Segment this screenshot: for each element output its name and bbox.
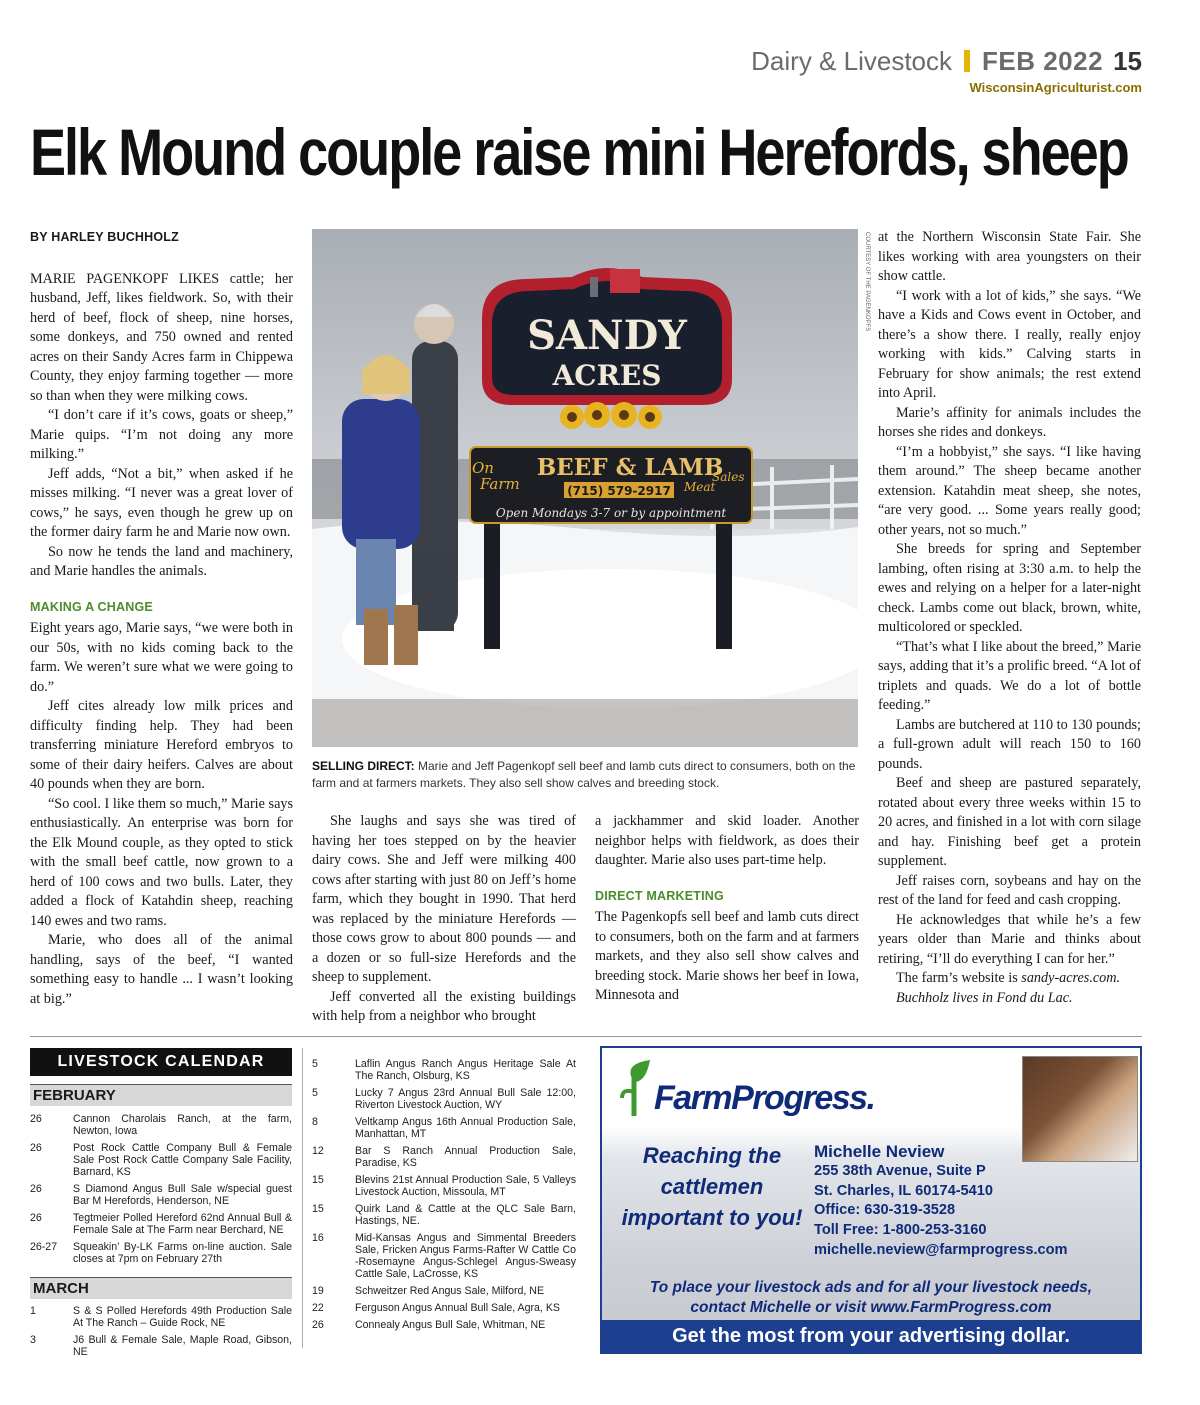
calendar-entry-date: 26 xyxy=(30,1212,42,1224)
calendar-entry-date: 26-27 xyxy=(30,1241,58,1253)
article-column-1 xyxy=(30,228,293,1009)
calendar-divider xyxy=(302,1048,303,1348)
paragraph: at the Northern Wisconsin State Fair. She likes working with area youngsters on their show cattle. xyxy=(878,229,1141,284)
calendar-entry-date: 1 xyxy=(30,1305,36,1317)
caption-text: Marie and Jeff Pagenkopf sell beef and lamb cuts direct to consumers, both on the farm and at farmers markets. They also sell show calves and breeding stock. xyxy=(312,759,856,790)
calendar-entry xyxy=(312,1319,576,1331)
calendar-entry xyxy=(312,1174,576,1198)
sign-text-bottom: ACRES xyxy=(552,359,662,392)
header-divider xyxy=(964,50,970,72)
calendar-entry-text: Post Rock Cattle Company Bull & Female Sale Post Rock Cattle Company Sale Facility, Barnard, KS xyxy=(73,1142,292,1178)
ad-logo xyxy=(620,1058,875,1118)
calendar-entry-text: Ferguson Angus Annual Bull Sale, Agra, KS xyxy=(355,1302,560,1314)
paragraph: “I don’t care if it’s cows, goats or sheep,” Marie quips. “I’m not doing any more milking.” xyxy=(30,407,293,462)
calendar-month-february: FEBRUARY xyxy=(30,1084,292,1106)
contact-address-1: 255 38th Avenue, Suite P xyxy=(814,1162,986,1179)
paragraph: “I work with a lot of kids,” she says. “We have a Kids and Cows event in October, and there’s a show there. I really, really enjoy working with kids.” Calving starts in February for show animals; the rest extend into April. xyxy=(878,287,1141,401)
calendar-list-march-continued xyxy=(312,1058,576,1336)
calendar-entry xyxy=(30,1305,292,1329)
sign-on-farm: On xyxy=(472,459,494,477)
calendar-month-march: MARCH xyxy=(30,1277,292,1299)
calendar-entry xyxy=(312,1087,576,1111)
farmprogress-ad[interactable] xyxy=(600,1046,1142,1354)
site-url[interactable]: WisconsinAgriculturist.com xyxy=(969,80,1142,95)
ad-banner: Get the most from your advertising dollar. xyxy=(602,1320,1140,1352)
calendar-entry-text: Laflin Angus Ranch Angus Heritage Sale At The Ranch, Olsburg, KS xyxy=(355,1058,576,1082)
calendar-entry-date: 16 xyxy=(312,1232,324,1244)
calendar-title: LIVESTOCK CALENDAR xyxy=(30,1048,292,1076)
calendar-entry-text: S & S Polled Herefords 49th Production Sale At The Ranch – Guide Rock, NE xyxy=(73,1305,292,1329)
contact-office: Office: 630-319-3528 xyxy=(814,1202,956,1219)
paragraph: “So cool. I like them so much,” Marie says enthusiastically. An enterprise was born for the Elk Mound couple, as they opted to stick with the small beef cattle, now grown to a herd of 100 cows and two bulls. Later, they added a flock of Katahdin sheep, reaching 140 ewes and two rams. xyxy=(30,795,293,929)
calendar-list-march xyxy=(30,1305,292,1363)
calendar-entry-date: 26 xyxy=(30,1142,42,1154)
section-name: Dairy & Livestock xyxy=(751,46,952,76)
calendar-entry xyxy=(312,1145,576,1169)
section-line xyxy=(642,44,1142,78)
issue-date: FEB 2022 xyxy=(982,46,1104,76)
calendar-entry-date: 8 xyxy=(312,1116,318,1128)
ad-contact xyxy=(814,1142,1068,1261)
paragraph xyxy=(878,969,1141,989)
paragraph: a jackhammer and skid loader. Another neighbor helps with fieldwork, as does their daughter. Marie also uses part-time help. xyxy=(595,813,859,868)
ad-call-to-action: To place your livestock ads and for all your livestock needs, contact Michelle or visit www.FarmProgress.com xyxy=(649,1279,1093,1316)
article-column-3 xyxy=(595,812,859,1006)
sign-beef-lamb: BEEF & LAMB xyxy=(536,454,724,481)
leaf-icon xyxy=(620,1058,652,1118)
calendar-entry-date: 22 xyxy=(312,1302,324,1314)
sign-on-farm-2: Farm xyxy=(480,475,520,493)
calendar-entry-date: 5 xyxy=(312,1087,318,1099)
ad-tagline: Reaching the cattlemen important to you! xyxy=(621,1143,803,1230)
calendar-entry-text: Schweitzer Red Angus Sale, Milford, NE xyxy=(355,1285,545,1297)
calendar-entry-text: Bar S Ranch Annual Production Sale, Paradise, KS xyxy=(355,1145,576,1169)
sign-phone: (715) 579-2917 xyxy=(567,484,671,498)
calendar-entry-text: Connealy Angus Bull Sale, Whitman, NE xyxy=(355,1319,546,1331)
paragraph: Marie, who does all of the animal handling, says of the beef, “I wanted something easy to handle ... I wasn’t looking at big.” xyxy=(30,932,293,1007)
paragraph: He acknowledges that while he’s a few years older than Marie and thinks about retiring, “I’ll do everything I can for her.” xyxy=(878,911,1141,967)
paragraph: Lambs are butchered at 110 to 130 pounds; a full-grown adult will reach 150 to 160 pounds. xyxy=(878,716,1141,772)
calendar-entry-date: 5 xyxy=(312,1058,318,1070)
subhead: DIRECT MARKETING xyxy=(595,888,724,903)
paragraph: “I’m a hobbyist,” she says. “I like having them around.” The sheep became another extension. Katahdin meat sheep, she notes, “are very good. ... Some years really good; other years, not so much.” xyxy=(878,443,1141,538)
calendar-entry-date: 15 xyxy=(312,1203,324,1215)
calendar-entry xyxy=(312,1203,576,1227)
calendar-entry xyxy=(312,1058,576,1082)
author-note: Buchholz lives in Fond du Lac. xyxy=(896,989,1073,1006)
calendar-entry xyxy=(312,1116,576,1140)
calendar-entry-date: 12 xyxy=(312,1145,324,1157)
sign-meat: Meat xyxy=(684,480,716,494)
calendar-entry-text: Mid-Kansas Angus and Simmental Breeders Sale, Fricken Angus Farms-Rafter W Cattle Co -Rosemayne Angus-Schlegel Angus-Sweasy Cattle Sale, LaCrosse, KS xyxy=(355,1232,576,1280)
photo-illustration xyxy=(312,229,858,747)
ad-brand: FarmProgress. xyxy=(654,1079,875,1117)
subhead: MAKING A CHANGE xyxy=(30,599,153,614)
paragraph: MARIE PAGENKOPF LIKES cattle; her husband, Jeff, likes fieldwork. So, with their herd of beef, flock of sheep, nine horses, some donkeys, and 750 owned and rented acres on their Sandy Acres farm in Chippewa County, they enjoy farming together — more so than when they were milking cows. xyxy=(30,270,293,404)
calendar-entry xyxy=(30,1142,292,1178)
paragraph: The Pagenkopfs sell beef and lamb cuts direct to consumers, both on the farm and at farmers markets, and they also sell show calves and breeding stock. Marie shows her beef in Iowa, Minnesota and xyxy=(595,909,859,1003)
paragraph: Marie’s affinity for animals includes the horses she rides and donkeys. xyxy=(878,404,1141,440)
byline: BY HARLEY BUCHHOLZ xyxy=(30,230,179,244)
calendar-entry xyxy=(30,1241,292,1265)
paragraph: Eight years ago, Marie says, “we were both in our 50s, with no kids coming back to the farm. We weren’t sure what we were going to do.” xyxy=(30,620,293,695)
calendar-entry-date: 26 xyxy=(30,1113,42,1125)
calendar-entry xyxy=(312,1285,576,1297)
sign-text-top: SANDY xyxy=(527,312,687,359)
caption-lead: SELLING DIRECT: xyxy=(312,759,415,773)
paragraph: Jeff raises corn, soybeans and hay on the rest of the land for feed and cash cropping. xyxy=(878,872,1141,908)
sign-hours: Open Mondays 3-7 or by appointment xyxy=(495,506,727,520)
photo-caption xyxy=(312,758,860,792)
paragraph: Beef and sheep are pastured separately, rotated about every three weeks within 15 to 20 acres, and finished in a lot with corn silage and hay. Finishing beef get a protein supplement. xyxy=(878,775,1141,869)
calendar-entry xyxy=(30,1183,292,1207)
contact-tollfree: Toll Free: 1-800-253-3160 xyxy=(814,1222,987,1239)
calendar-entry-date: 26 xyxy=(30,1183,42,1195)
headline: Elk Mound couple raise mini Herefords, sheep xyxy=(30,115,1128,189)
article-photo xyxy=(312,229,858,747)
calendar-entry-text: S Diamond Angus Bull Sale w/special guest Bar M Herefords, Henderson, NE xyxy=(73,1183,292,1207)
calendar-entry xyxy=(30,1212,292,1236)
contact-address-2: St. Charles, IL 60174-5410 xyxy=(814,1182,994,1199)
calendar-entry-text: J6 Bull & Female Sale, Maple Road, Gibson, NE xyxy=(73,1334,292,1358)
article-column-2 xyxy=(312,812,576,1027)
calendar-entry-text: Quirk Land & Cattle at the QLC Sale Barn, Hastings, NE. xyxy=(355,1203,576,1227)
paragraph: She breeds for spring and September lambing, often rising at 3:30 a.m. to help the ewes and relying on a helper for a later-night check. Lambs come out black, brown, white, multicolored or speckled. xyxy=(878,541,1141,635)
calendar-entry-text: Tegtmeier Polled Hereford 62nd Annual Bull & Female Sale at The Farm near Berchard, NE xyxy=(73,1212,292,1236)
calendar-entry-date: 3 xyxy=(30,1334,36,1346)
calendar-entry xyxy=(312,1302,576,1314)
contact-name: Michelle Neview xyxy=(814,1142,945,1161)
calendar-entry-text: Lucky 7 Angus 23rd Annual Bull Sale 12:00, Riverton Livestock Auction, WY xyxy=(355,1087,576,1111)
calendar-entry-text: Veltkamp Angus 16th Annual Production Sale, Manhattan, MT xyxy=(355,1116,576,1140)
page-number: 15 xyxy=(1113,46,1142,76)
calendar-entry-date: 15 xyxy=(312,1174,324,1186)
paragraph: Jeff adds, “Not a bit,” when asked if he misses milking. “I never was a great lover of cows,” he says, even though he grew up on the former dairy farm he and Marie now own. xyxy=(30,465,293,540)
paragraph: Jeff converted all the existing buildings with help from a neighbor who brought xyxy=(312,988,576,1024)
calendar-entry xyxy=(30,1334,292,1358)
photo-credit: COURTESY OF THE PAGENKOPFS xyxy=(864,232,870,332)
paragraph: She laughs and says she was tired of having her toes stepped on by the heavier dairy cows. She and Jeff were milking 400 cows after starting with just 80 on Jeff’s home farm, which they bought in 1990. That herd was replaced by the miniature Herefords — those cows grow to about 800 pounds — and a dozen or so full-size Herefords and the sheep to supplement. xyxy=(312,813,576,985)
calendar-entry xyxy=(312,1232,576,1280)
article-column-4 xyxy=(878,228,1141,1008)
page-header xyxy=(642,44,1142,95)
section-divider xyxy=(30,1036,1142,1037)
calendar-entry-date: 19 xyxy=(312,1285,324,1297)
calendar-entry-text: Blevins 21st Annual Production Sale, 5 Valleys Livestock Auction, Missoula, MT xyxy=(355,1174,576,1198)
website-label: The farm’s website is xyxy=(896,970,1022,986)
website-link[interactable]: sandy-acres.com. xyxy=(1021,970,1121,986)
calendar-list-february xyxy=(30,1113,292,1270)
paragraph: So now he tends the land and machinery, and Marie handles the animals. xyxy=(30,543,293,579)
calendar-entry-text: Cannon Charolais Ranch, at the farm, Newton, Iowa xyxy=(73,1113,292,1137)
paragraph: “That’s what I like about the breed,” Marie says, adding that it’s a prolific breed. “A lot of triplets and quads. We do a lot of bottle feeding.” xyxy=(878,638,1141,713)
paragraph: Jeff cites already low milk prices and difficulty finding help. They had been transferring miniature Hereford embryos to some of their dairy heifers. Calves are about 40 pounds when they are born. xyxy=(30,698,293,792)
calendar-entry-date: 26 xyxy=(312,1319,324,1331)
contact-email[interactable]: michelle.neview@farmprogress.com xyxy=(814,1241,1068,1258)
calendar-entry xyxy=(30,1113,292,1137)
calendar-entry-text: Squeakin’ By-LK Farms on-line auction. Sale closes at 7pm on February 27th xyxy=(73,1241,292,1265)
sign-sales: Sales xyxy=(712,470,745,484)
